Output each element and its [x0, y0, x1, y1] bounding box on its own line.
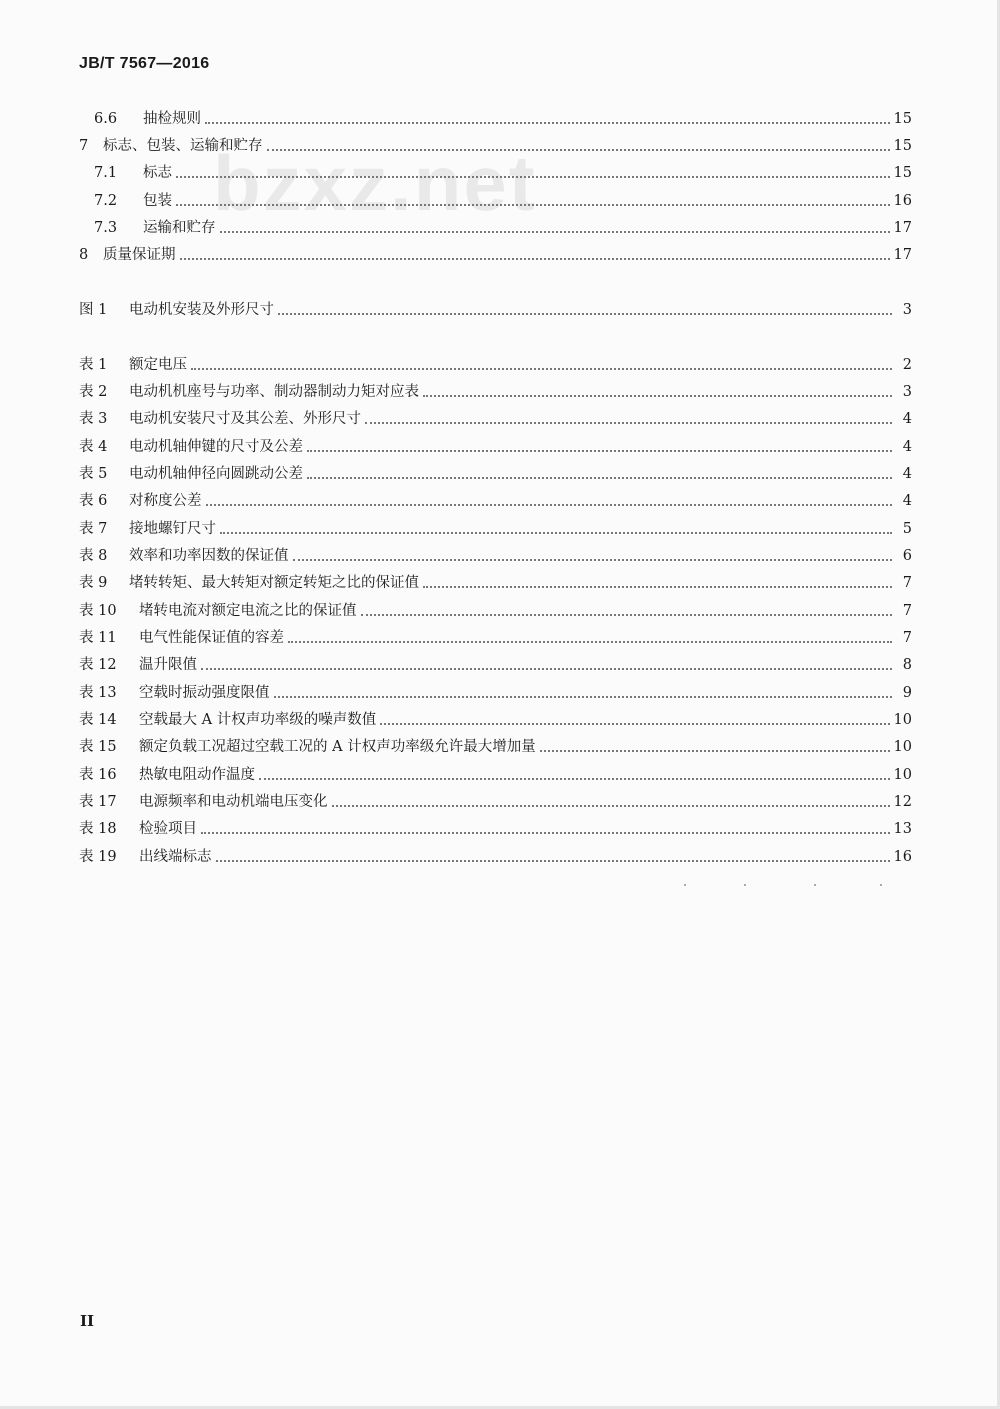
toc-entry-title: 包装 — [143, 193, 172, 209]
toc-entry-title: 温升限值 — [139, 657, 197, 673]
toc-entry-page: 4 — [902, 466, 912, 482]
toc-entry-title: 标志 — [143, 165, 172, 181]
toc-entry-7-2[interactable] — [79, 188, 912, 210]
toc-entry-page: 9 — [902, 685, 912, 701]
toc-entry-title: 电动机安装尺寸及其公差、外形尺寸 — [129, 411, 361, 427]
scan-specks — [684, 884, 884, 888]
toc-entry-page: 10 — [893, 712, 912, 728]
dot-leader — [216, 860, 890, 862]
toc-entry-number: 表 1 — [79, 357, 108, 373]
toc-entry-page: 15 — [893, 111, 912, 127]
toc-entry-page: 17 — [893, 220, 912, 236]
toc-table-12[interactable] — [79, 652, 912, 674]
toc-entry-title: 热敏电阻动作温度 — [139, 767, 255, 783]
toc-table-3[interactable] — [79, 406, 912, 428]
toc-entry-number: 表 8 — [79, 548, 108, 564]
page-number: II — [80, 1312, 95, 1330]
toc-entry-title: 堵转转矩、最大转矩对额定转矩之比的保证值 — [129, 575, 419, 591]
toc-entry-title: 堵转电流对额定电流之比的保证值 — [139, 603, 357, 619]
toc-entry-number: 6.6 — [94, 111, 118, 127]
toc-entry-page: 13 — [893, 821, 912, 837]
dot-leader — [176, 204, 890, 206]
dot-leader — [307, 450, 892, 452]
toc-entry-title: 空载最大 A 计权声功率级的噪声数值 — [139, 712, 377, 728]
toc-table-6[interactable] — [79, 488, 912, 510]
toc-entry-page: 3 — [902, 302, 912, 318]
toc-table-7[interactable] — [79, 516, 912, 538]
dot-leader — [423, 586, 892, 588]
toc-table-8[interactable] — [79, 543, 912, 565]
toc-entry-title: 电动机轴伸径向圆跳动公差 — [129, 466, 303, 482]
toc-entry-page: 3 — [902, 384, 912, 400]
dot-leader — [191, 368, 892, 370]
toc-entry-title: 标志、包装、运输和贮存 — [103, 138, 263, 154]
toc-entry-page: 8 — [902, 657, 912, 673]
toc-entry-page: 16 — [893, 193, 912, 209]
dot-leader — [205, 122, 890, 124]
toc-entry-title: 电动机机座号与功率、制动器制动力矩对应表 — [129, 384, 419, 400]
dot-leader — [201, 832, 890, 834]
toc-table-9[interactable] — [79, 570, 912, 592]
toc-table-2[interactable] — [79, 379, 912, 401]
toc-entry-7-3[interactable] — [79, 215, 912, 237]
toc-entry-title: 额定负载工况超过空载工况的 A 计权声功率级允许最大增加量 — [139, 739, 536, 755]
toc-table-1[interactable] — [79, 352, 912, 374]
toc-entry-page: 17 — [893, 247, 912, 263]
toc-table-13[interactable] — [79, 680, 912, 702]
toc-entry-title: 电动机轴伸键的尺寸及公差 — [129, 439, 303, 455]
document-code: JB/T 7567—2016 — [79, 55, 210, 72]
toc-entry-title: 额定电压 — [129, 357, 187, 373]
toc-entry-title: 对称度公差 — [129, 493, 202, 509]
toc-entry-title: 电动机安装及外形尺寸 — [129, 302, 274, 318]
toc-entry-title: 空载时振动强度限值 — [139, 685, 270, 701]
toc-table-15[interactable] — [79, 734, 912, 756]
toc-entry-number: 表 17 — [79, 794, 117, 810]
dot-leader — [288, 641, 892, 643]
toc-entry-number: 7.1 — [94, 165, 118, 181]
toc-entry-number: 表 12 — [79, 657, 117, 673]
toc-entry-number: 表 18 — [79, 821, 117, 837]
toc-figure-1[interactable] — [79, 297, 912, 319]
dot-leader — [307, 477, 892, 479]
toc-entry-number: 7.3 — [94, 220, 118, 236]
toc-entry-title: 电气性能保证值的容差 — [139, 630, 284, 646]
toc-entry-number: 表 4 — [79, 439, 108, 455]
dot-leader — [278, 313, 892, 315]
toc-entry-title: 运输和贮存 — [143, 220, 216, 236]
toc-table-5[interactable] — [79, 461, 912, 483]
toc-table-18[interactable] — [79, 816, 912, 838]
dot-leader — [365, 422, 892, 424]
toc-entry-number: 表 15 — [79, 739, 117, 755]
watermark: bzxz.net — [213, 139, 537, 227]
toc-entry-page: 4 — [902, 493, 912, 509]
dot-leader — [220, 532, 892, 534]
toc-table-17[interactable] — [79, 789, 912, 811]
toc-entry-number: 表 3 — [79, 411, 108, 427]
toc-entry-number: 表 11 — [79, 630, 117, 646]
toc-entry-title: 质量保证期 — [103, 247, 176, 263]
toc-entry-page: 7 — [902, 603, 912, 619]
dot-leader — [206, 504, 893, 506]
toc-entry-page: 4 — [902, 411, 912, 427]
dot-leader — [176, 176, 890, 178]
toc-entry-6-6[interactable] — [79, 106, 912, 128]
toc-entry-number: 表 2 — [79, 384, 108, 400]
toc-entry-page: 4 — [902, 439, 912, 455]
toc-entry-page: 7 — [902, 630, 912, 646]
toc-table-14[interactable] — [79, 707, 912, 729]
toc-entry-number: 表 14 — [79, 712, 117, 728]
toc-table-16[interactable] — [79, 762, 912, 784]
dot-leader — [380, 723, 889, 725]
toc-entry-number: 表 10 — [79, 603, 117, 619]
toc-entry-page: 6 — [902, 548, 912, 564]
dot-leader — [180, 258, 890, 260]
dot-leader — [332, 805, 890, 807]
toc-table-19[interactable] — [79, 844, 912, 866]
toc-entry-page: 7 — [902, 575, 912, 591]
toc-entry-number: 图 1 — [79, 302, 108, 318]
dot-leader — [540, 750, 890, 752]
toc-entry-title: 效率和功率因数的保证值 — [129, 548, 289, 564]
toc-table-10[interactable] — [79, 598, 912, 620]
dot-leader — [259, 778, 890, 780]
dot-leader — [293, 559, 893, 561]
toc-entry-page: 10 — [893, 767, 912, 783]
toc-entry-number: 表 7 — [79, 521, 108, 537]
dot-leader — [267, 149, 890, 151]
toc-entry-page: 16 — [893, 849, 912, 865]
toc-entry-page: 10 — [893, 739, 912, 755]
toc-entry-number: 表 6 — [79, 493, 108, 509]
toc-entry-page: 12 — [893, 794, 912, 810]
dot-leader — [201, 668, 892, 670]
toc-entry-page: 15 — [893, 138, 912, 154]
toc-entry-title: 电源频率和电动机端电压变化 — [139, 794, 328, 810]
toc-entry-number: 7 — [79, 138, 89, 154]
dot-leader — [220, 231, 890, 233]
toc-entry-number: 表 19 — [79, 849, 117, 865]
toc-entry-page: 15 — [893, 165, 912, 181]
toc-entry-title: 检验项目 — [139, 821, 197, 837]
dot-leader — [361, 614, 893, 616]
toc-entry-title: 抽检规则 — [143, 111, 201, 127]
toc-entry-7[interactable] — [79, 133, 912, 155]
toc-entry-number: 表 5 — [79, 466, 108, 482]
toc-entry-7-1[interactable] — [79, 160, 912, 182]
dot-leader — [274, 696, 893, 698]
toc-entry-page: 5 — [902, 521, 912, 537]
toc-entry-number: 表 16 — [79, 767, 117, 783]
toc-entry-8[interactable] — [79, 242, 912, 264]
dot-leader — [423, 395, 892, 397]
toc-entry-title: 接地螺钉尺寸 — [129, 521, 216, 537]
toc-entry-number: 表 13 — [79, 685, 117, 701]
toc-table-11[interactable] — [79, 625, 912, 647]
toc-table-4[interactable] — [79, 434, 912, 456]
toc-entry-title: 出线端标志 — [139, 849, 212, 865]
toc-entry-number: 表 9 — [79, 575, 108, 591]
toc-entry-number: 8 — [79, 247, 89, 263]
toc-entry-number: 7.2 — [94, 193, 118, 209]
toc-entry-page: 2 — [902, 357, 912, 373]
